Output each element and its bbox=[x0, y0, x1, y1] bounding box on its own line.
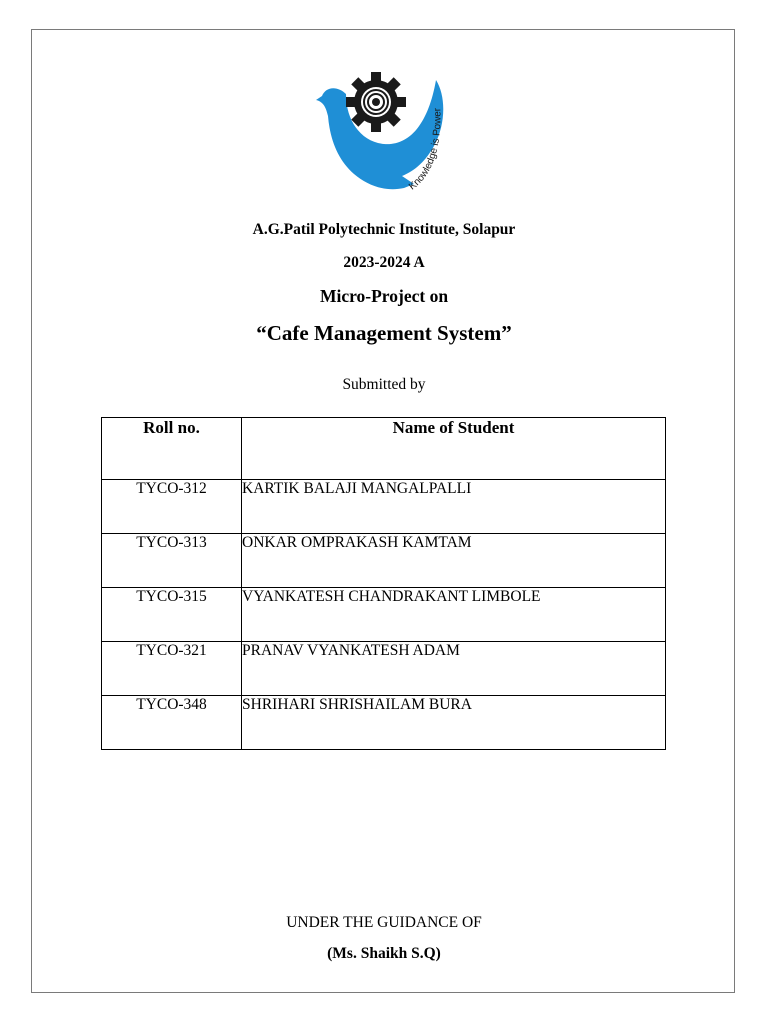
table-row bbox=[102, 534, 666, 588]
student-name-cell: ONKAR OMPRAKASH KAMTAM bbox=[242, 534, 666, 588]
roll-no-cell: TYCO-313 bbox=[102, 534, 242, 588]
table-row bbox=[102, 642, 666, 696]
academic-year: 2023-2024 A bbox=[343, 254, 425, 271]
institute-name: A.G.Patil Polytechnic Institute, Solapur bbox=[252, 221, 516, 238]
table-row bbox=[102, 696, 666, 750]
student-name-cell: SHRIHARI SHRISHAILAM BURA bbox=[242, 696, 666, 750]
student-name-cell: VYANKATESH CHANDRAKANT LIMBOLE bbox=[242, 588, 666, 642]
roll-no-cell: TYCO-312 bbox=[102, 480, 242, 534]
student-name-cell: KARTIK BALAJI MANGALPALLI bbox=[242, 480, 666, 534]
roll-no-header: Roll no. bbox=[102, 418, 242, 480]
logo-tagline: Knowledge is Power bbox=[407, 107, 444, 193]
table-row bbox=[102, 588, 666, 642]
student-name-cell: PRANAV VYANKATESH ADAM bbox=[242, 642, 666, 696]
students-table bbox=[101, 417, 666, 750]
student-name-header: Name of Student bbox=[242, 418, 666, 480]
table-header-row bbox=[102, 418, 666, 480]
roll-no-cell: TYCO-321 bbox=[102, 642, 242, 696]
roll-no-cell: TYCO-315 bbox=[102, 588, 242, 642]
project-title: “Cafe Management System” bbox=[256, 321, 512, 345]
table-row bbox=[102, 480, 666, 534]
guidance-label: UNDER THE GUIDANCE OF bbox=[286, 914, 482, 931]
micro-project-label: Micro-Project on bbox=[319, 286, 449, 306]
gear-icon bbox=[346, 72, 406, 132]
roll-no-cell: TYCO-348 bbox=[102, 696, 242, 750]
guide-name: (Ms. Shaikh S.Q) bbox=[327, 945, 441, 962]
submitted-by-label: Submitted by bbox=[342, 376, 426, 393]
institute-logo bbox=[316, 72, 460, 204]
